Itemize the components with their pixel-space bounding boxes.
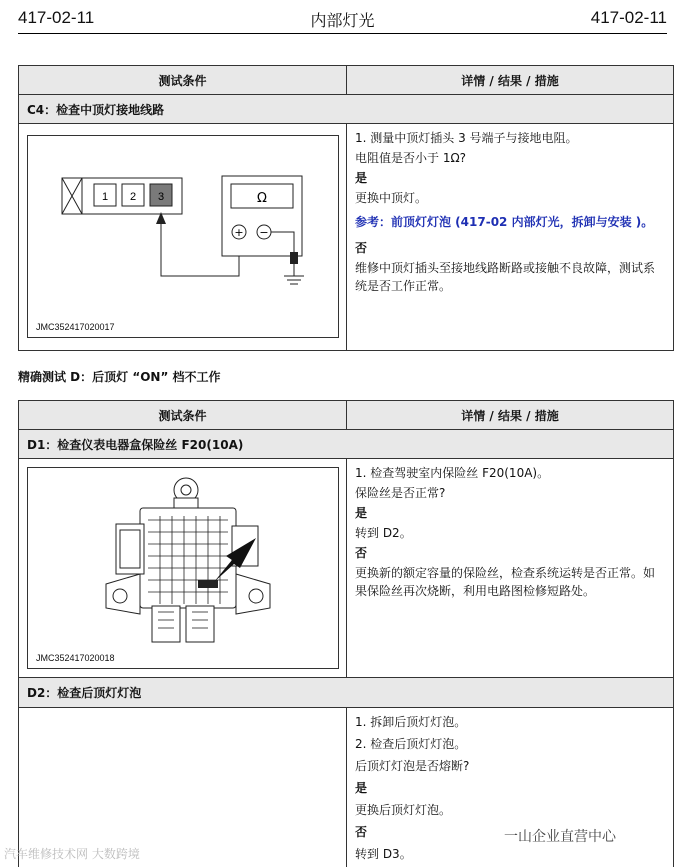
pin-1-label: 1 [101, 191, 109, 203]
c4-no: 否 [355, 241, 368, 255]
col-details: 详情 / 结果 / 措施 [461, 408, 559, 423]
page-header [0, 0, 685, 36]
c4-reference-link[interactable]: 参考：前顶灯灯泡 (417-02 内部灯光，拆卸与安装 )。 [355, 215, 654, 229]
col-test-conditions: 测试条件 [19, 66, 347, 94]
section-d2: D2：检查后顶灯灯泡 [19, 678, 673, 708]
col-test-conditions: 测试条件 [19, 401, 347, 429]
ohm-symbol: Ω [257, 191, 267, 206]
table-header-row [19, 66, 673, 95]
c4-figure-cell [19, 124, 347, 350]
col-details: 详情 / 结果 / 措施 [461, 73, 559, 88]
figure-code-d1: JMC352417020018 [36, 653, 115, 663]
fuse-box-diagram [28, 468, 340, 648]
page-title: 内部灯光 [310, 11, 375, 30]
c4-yes-action: 更换中顶灯。 [355, 191, 428, 205]
d1-yes: 是 [355, 506, 368, 520]
d2-question: 后顶灯灯泡是否熔断? [355, 759, 470, 773]
d1-figure [27, 467, 339, 669]
ground-probe [290, 252, 298, 264]
c4-body-row [19, 124, 673, 350]
d1-no: 否 [355, 546, 368, 560]
d2-yes: 是 [355, 781, 368, 795]
d1-details-cell [347, 459, 673, 677]
table-header-row [19, 401, 673, 430]
page-code-right: 417-02-11 [590, 8, 667, 27]
d1-no-action: 更换新的额定容量的保险丝，检查系统运转是否正常。如果保险丝再次烧断，利用电路图检修短路处。 [355, 566, 656, 598]
d1-yes-action: 转到 D2。 [355, 526, 412, 540]
d2-no: 否 [355, 825, 368, 839]
figure-code-c4: JMC352417020017 [36, 322, 115, 332]
fuse-f20 [198, 580, 218, 588]
c4-no-action: 维修中顶灯插头至接地线路断路或接触不良故障，测试系统是否工作正常。 [355, 261, 656, 293]
header-rule [18, 33, 667, 34]
pin-2-label: 2 [129, 191, 137, 203]
section-c4: C4：检查中顶灯接地线路 [19, 95, 673, 124]
watermark-right: 一山企业直营中心 [504, 829, 616, 845]
pinpoint-test-d-title: 精确测试 D：后顶灯 “ON” 档不工作 [18, 370, 221, 384]
d2-empty-cell [19, 708, 347, 867]
pin-3-label: 3 [157, 191, 165, 203]
c4-step-1: 1. 测量中顶灯插头 3 号端子与接地电阻。 [355, 131, 578, 145]
c4-details-cell [347, 124, 673, 350]
fuse-box-body [140, 508, 236, 608]
watermark-left: 汽车维修技术网 大数跨境 [4, 847, 140, 861]
d2-step-1: 1. 拆卸后顶灯灯泡。 [355, 715, 467, 729]
test-table-c [18, 65, 674, 351]
d1-question: 保险丝是否正常? [355, 486, 446, 500]
d2-no-action: 转到 D3。 [355, 847, 412, 861]
page-code-left: 417-02-11 [18, 8, 95, 27]
d2-yes-action: 更换后顶灯灯泡。 [355, 803, 452, 817]
c4-figure [27, 135, 339, 338]
c4-question: 电阻值是否小于 1Ω? [355, 151, 466, 165]
d2-step-2: 2. 检查后顶灯灯泡。 [355, 737, 467, 751]
connector-meter-diagram [28, 136, 340, 316]
section-d1: D1：检查仪表电器盒保险丝 F20(10A) [19, 430, 673, 459]
svg-text:+: + [234, 226, 244, 239]
d1-figure-cell [19, 459, 347, 677]
svg-text:−: − [259, 226, 269, 239]
c4-yes: 是 [355, 171, 368, 185]
ground-icon [284, 276, 304, 284]
test-table-d [18, 400, 674, 867]
d1-body-row [19, 459, 673, 678]
d1-step-1: 1. 检查驾驶室内保险丝 F20(10A)。 [355, 466, 550, 480]
